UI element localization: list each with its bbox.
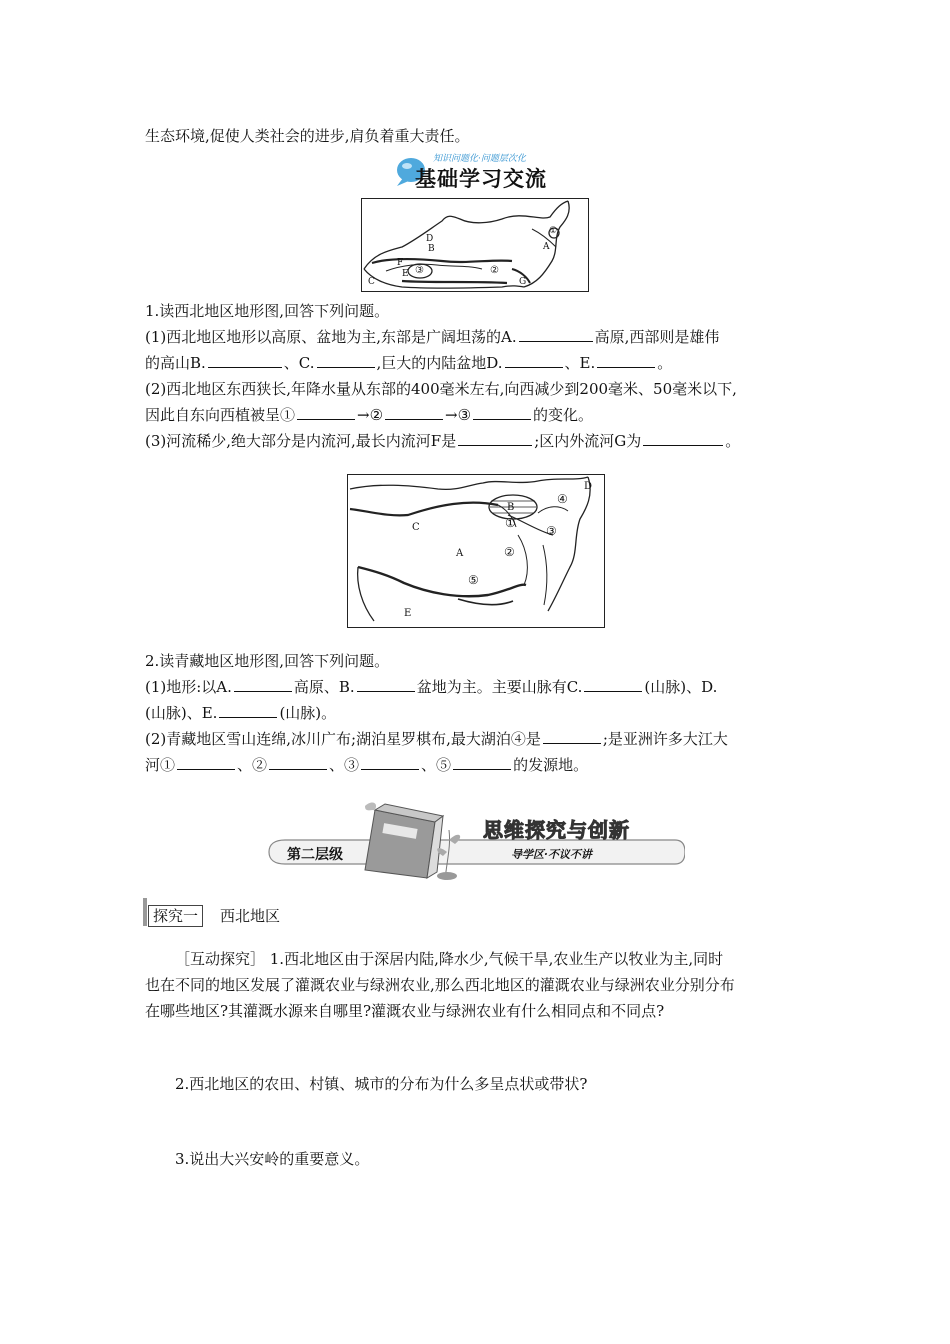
northwest-map-drawing bbox=[362, 199, 588, 291]
answer-blank[interactable] bbox=[177, 754, 235, 770]
map2-label-1: ① bbox=[505, 516, 516, 530]
map2-label-3: ③ bbox=[546, 524, 557, 538]
q2-text: 高原、B. bbox=[293, 678, 355, 696]
answer-blank[interactable] bbox=[208, 352, 282, 368]
q2-text: 、② bbox=[237, 756, 268, 774]
map1-label-d: D bbox=[426, 234, 434, 244]
q2-text: (山脉)、D. bbox=[644, 678, 718, 696]
answer-blank[interactable] bbox=[317, 352, 375, 368]
answer-blank[interactable] bbox=[519, 326, 593, 342]
map1-label-e: E bbox=[402, 269, 409, 279]
explore-q3: 3.说出大兴安岭的重要意义。 bbox=[175, 1150, 370, 1168]
q2-text: (2)青藏地区雪山连绵,冰川广布;湖泊星罗棋布,最大湖泊④是 bbox=[145, 730, 541, 748]
q1-text: 。 bbox=[725, 432, 741, 450]
level-label: 第二层级 bbox=[287, 847, 343, 863]
answer-blank[interactable] bbox=[297, 404, 355, 420]
q1-part2-line1: (2)西北地区东西狭长,年降水量从东部的400毫米左右,向西减少到200毫米、50毫米以下, bbox=[145, 380, 737, 398]
answer-blank[interactable] bbox=[361, 754, 419, 770]
map1-label-a: A bbox=[543, 242, 550, 252]
q1-part1-line1 bbox=[145, 326, 719, 348]
map2-label-d: D bbox=[584, 481, 593, 492]
q1-text: ;区内外流河G为 bbox=[534, 432, 642, 450]
qinghai-tibet-terrain-map bbox=[347, 474, 605, 628]
q1-part2-line2 bbox=[145, 404, 593, 426]
answer-blank[interactable] bbox=[234, 676, 292, 692]
q1-title: 1.读西北地区地形图,回答下列问题。 bbox=[145, 302, 390, 320]
q2-text: 的发源地。 bbox=[513, 756, 589, 774]
answer-blank[interactable] bbox=[385, 404, 443, 420]
q1-text: 、E. bbox=[564, 354, 596, 372]
banner2-subtitle: 导学区·不议不讲 bbox=[511, 848, 592, 861]
map2-label-2: ② bbox=[504, 545, 515, 559]
q1-text: (1)西北地区地形以高原、盆地为主,东部是广阔坦荡的A. bbox=[145, 328, 517, 346]
tag-accent-bar bbox=[143, 898, 147, 926]
q2-text: (山脉)、E. bbox=[145, 704, 218, 722]
q1-text: →② bbox=[357, 406, 384, 424]
explore-tag: 探究一 bbox=[148, 905, 203, 927]
q1-text: 的变化。 bbox=[533, 406, 594, 424]
answer-blank[interactable] bbox=[269, 754, 327, 770]
answer-blank[interactable] bbox=[584, 676, 642, 692]
q2-part2-line2 bbox=[145, 754, 588, 776]
q2-part1-line1 bbox=[145, 676, 717, 698]
q2-part1-line2 bbox=[145, 702, 336, 724]
q2-text: 、⑤ bbox=[421, 756, 452, 774]
map1-label-f: F bbox=[397, 258, 404, 268]
intro-text: 生态环境,促使人类社会的进步,肩负着重大责任。 bbox=[145, 127, 470, 145]
map1-label-1: ① bbox=[549, 226, 558, 236]
answer-blank[interactable] bbox=[643, 430, 723, 446]
q1-part3 bbox=[145, 430, 740, 452]
answer-blank[interactable] bbox=[473, 404, 531, 420]
explore-q1-line3: 在哪些地区?其灌溉水源来自哪里?灌溉农业与绿洲农业有什么相同点和不同点? bbox=[145, 1002, 665, 1020]
q1-text: 因此自东向西植被呈① bbox=[145, 406, 296, 424]
banner-subtitle: 知识问题化·问题层次化 bbox=[433, 154, 526, 164]
map1-label-3: ③ bbox=[415, 265, 424, 276]
map2-label-a: A bbox=[456, 548, 464, 559]
map2-label-c: C bbox=[412, 522, 420, 533]
map2-label-5: ⑤ bbox=[468, 573, 479, 587]
q1-part1-line2 bbox=[145, 352, 672, 374]
q2-part2-line1 bbox=[145, 728, 728, 750]
northwest-terrain-map bbox=[361, 198, 589, 292]
banner2-title: 思维探究与创新 bbox=[483, 818, 630, 842]
q1-text: 。 bbox=[657, 354, 673, 372]
answer-blank[interactable] bbox=[597, 352, 655, 368]
banner-title bbox=[415, 163, 547, 193]
answer-blank[interactable] bbox=[453, 754, 511, 770]
q2-text: 、③ bbox=[329, 756, 360, 774]
map1-label-2: ② bbox=[490, 265, 499, 276]
map1-label-g: G bbox=[519, 277, 527, 287]
q1-text: (3)河流稀少,绝大部分是内流河,最长内流河F是 bbox=[145, 432, 457, 450]
q2-text: (山脉)。 bbox=[279, 704, 337, 722]
explore-heading: 西北地区 bbox=[220, 907, 281, 925]
explore-q1-line2: 也在不同的地区发展了灌溉农业与绿洲农业,那么西北地区的灌溉农业与绿洲农业分别分布 bbox=[145, 976, 735, 994]
map1-label-b: B bbox=[428, 244, 435, 254]
section-banner-explore bbox=[265, 800, 685, 880]
q1-text: →③ bbox=[445, 406, 472, 424]
map1-label-c: C bbox=[368, 277, 375, 287]
q1-text: 高原,西部则是雄伟 bbox=[594, 328, 720, 346]
map2-label-e: E bbox=[404, 608, 412, 619]
q2-text: (1)地形:以A. bbox=[145, 678, 232, 696]
q1-text: 、C. bbox=[283, 354, 315, 372]
banner-title-rest: 础学习交流 bbox=[437, 167, 547, 191]
map2-label-b: B bbox=[507, 502, 515, 513]
answer-blank[interactable] bbox=[505, 352, 563, 368]
map2-label-4: ④ bbox=[557, 492, 568, 506]
q1-text: 的高山B. bbox=[145, 354, 206, 372]
explore-q1-line1: ［互动探究］ 1.西北地区由于深居内陆,降水少,气候干旱,农业生产以牧业为主,同时 bbox=[175, 950, 724, 968]
banner-title-first: 基 bbox=[415, 167, 437, 191]
answer-blank[interactable] bbox=[543, 728, 601, 744]
q2-text: ;是亚洲许多大江大 bbox=[602, 730, 728, 748]
answer-blank[interactable] bbox=[357, 676, 415, 692]
section-banner-basic bbox=[395, 152, 560, 191]
explore-q2: 2.西北地区的农田、村镇、城市的分布为什么多呈点状或带状? bbox=[175, 1075, 588, 1093]
q2-title: 2.读青藏地区地形图,回答下列问题。 bbox=[145, 652, 390, 670]
answer-blank[interactable] bbox=[219, 702, 277, 718]
q2-text: 盆地为主。主要山脉有C. bbox=[416, 678, 583, 696]
q1-text: ,巨大的内陆盆地D. bbox=[376, 354, 503, 372]
answer-blank[interactable] bbox=[458, 430, 532, 446]
q2-text: 河① bbox=[145, 756, 176, 774]
